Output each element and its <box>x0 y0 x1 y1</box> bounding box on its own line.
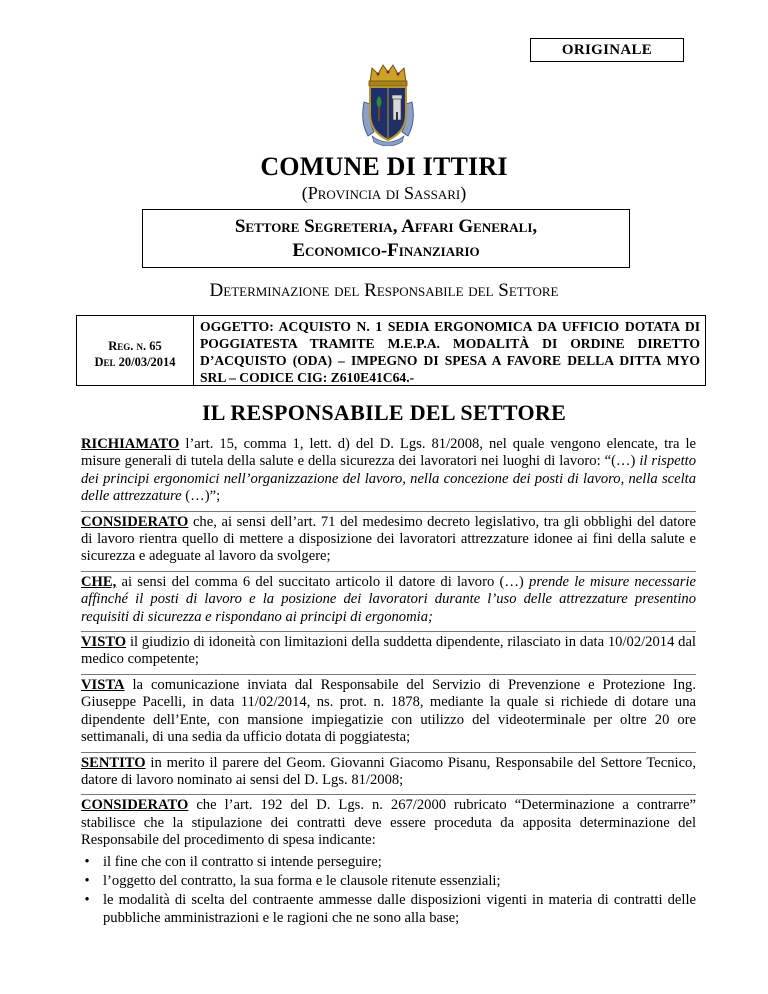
crest-icon <box>358 62 418 146</box>
paragraph-richiamato <box>81 434 696 506</box>
paragraph-visto <box>81 631 696 669</box>
list-item-text: le modalità di scelta del contraente ammesse dalle disposizioni vigenti in materia di contratti delle pubbliche amministrazioni e le ragioni che ne sono alla base; <box>103 892 696 926</box>
section-heading: IL RESPONSABILE DEL SETTORE <box>201 400 567 425</box>
keyword: CONSIDERATO <box>81 513 189 530</box>
paragraph-text: che l’art. 192 del D. Lgs. n. 267/2000 rubricato “Determinazione a contrarre” stabilisce che la stipulazione dei contratti deve essere proceduta da apposita determinazione del Responsabile del procedimento di spesa indicante: <box>81 797 696 849</box>
list-item <box>81 873 696 890</box>
paragraph-text: la comunicazione inviata dal Responsabile del Servizio di Prevenzione e Protezione Ing. Giuseppe Pacelli, in data 11/02/2014, ns. prot. n. 1878, mediante la quale si richiede di dotare una dipendente dell’Ente, con mansione impiegatizie con utilizzo del videoterminale per oltre 20 ore settimanali, di una sedia da ufficio dotata di poggiatesta; <box>81 676 696 746</box>
registry-date: Del 20/03/2014 <box>94 355 176 369</box>
list-item-text: il fine che con il contratto si intende perseguire; <box>103 853 382 870</box>
keyword: CONSIDERATO <box>81 797 189 814</box>
municipality-title: COMUNE DI ITTIRI <box>260 152 508 181</box>
bullet-icon: • <box>84 872 90 889</box>
paragraph-text: in merito il parere del Geom. Giovanni Giacomo Pisanu, Responsabile del Settore Tecnico, datore di lavoro nominato ai sensi del D. Lgs. 81/2008; <box>81 754 696 788</box>
registry-box <box>76 315 706 386</box>
registry-number: Reg. n. 65 <box>108 339 162 353</box>
paragraph-considerato <box>81 511 696 566</box>
list-item <box>81 892 696 927</box>
sector-line-1: Settore Segreteria, Affari Generali, <box>234 216 538 237</box>
keyword: VISTA <box>81 676 125 693</box>
registry-number-cell <box>77 316 194 385</box>
paragraph-quote: il rispetto dei principi ergonomici nell’organizzazione del lavoro, nella concezione dei posti di lavoro, nella scelta delle attrezzature <box>81 453 696 505</box>
paragraph-text: che, ai sensi dell’art. 71 del medesimo decreto legislativo, tra gli obblighi del datore di lavoro rientra quello di mettere a disposizione dei lavoratori attrezzature idonee ai fini della salute e sicurezza e adeguate al lavoro da svolgere; <box>81 513 696 565</box>
bullet-icon: • <box>84 853 90 870</box>
keyword: SENTITO <box>81 754 146 771</box>
paragraph-text: ai sensi del comma 6 del succitato articolo il datore di lavoro (…) <box>116 573 530 590</box>
paragraph-text: l’art. 15, comma 1, lett. d) del D. Lgs. 81/2008, nel quale vengono elencate, tra le misure generali di tutela della salute e della sicurezza dei lavoratori nei luoghi di lavoro: “(…) <box>81 436 696 470</box>
keyword: RICHIAMATO <box>81 436 180 452</box>
bullet-icon: • <box>84 892 90 909</box>
original-stamp: ORIGINALE <box>530 38 684 62</box>
requirements-list <box>81 854 696 928</box>
determination-heading: Determinazione del Responsabile del Settore <box>209 280 559 301</box>
sector-line-2: Economico-Finanziario <box>292 240 480 261</box>
list-item <box>81 854 696 871</box>
paragraph-text: il giudizio di idoneità con limitazioni della suddetta dipendente, rilasciato in data 10/02/2014 dal medico competente; <box>81 634 696 668</box>
list-item-text: l’oggetto del contratto, la sua forma e le clausole ritenute essenziali; <box>103 872 501 889</box>
document-body <box>81 434 696 932</box>
registry-subject: OGGETTO: ACQUISTO N. 1 SEDIA ERGONOMICA DA UFFICIO DOTATA DI POGGIATESTA TRAMITE M.E.P.A. MODALITÀ DI ORDINE DIRETTO D’ACQUISTO (ODA) – IMPEGNO DI SPESA A FAVORE DELLA DITTA MYO SRL – CODICE CIG: Z610E41C64.- <box>200 319 700 385</box>
paragraph-quote: prende le misure necessarie affinché il posti di lavoro e la posizione dei lavoratori durante l’uso delle attrezzature presentino requisiti di sicurezza e rispondano ai principi di ergonomia; <box>81 573 697 625</box>
keyword: CHE, <box>81 573 117 590</box>
paragraph-text-end: (…)”; <box>181 488 221 505</box>
paragraph-sentito <box>81 752 696 790</box>
paragraph-vista <box>81 674 696 747</box>
province-subtitle: (Provincia di Sassari) <box>301 183 467 203</box>
keyword: VISTO <box>81 634 127 651</box>
paragraph-considerato-192 <box>81 794 696 927</box>
sector-box <box>142 209 630 268</box>
paragraph-che <box>81 571 696 626</box>
